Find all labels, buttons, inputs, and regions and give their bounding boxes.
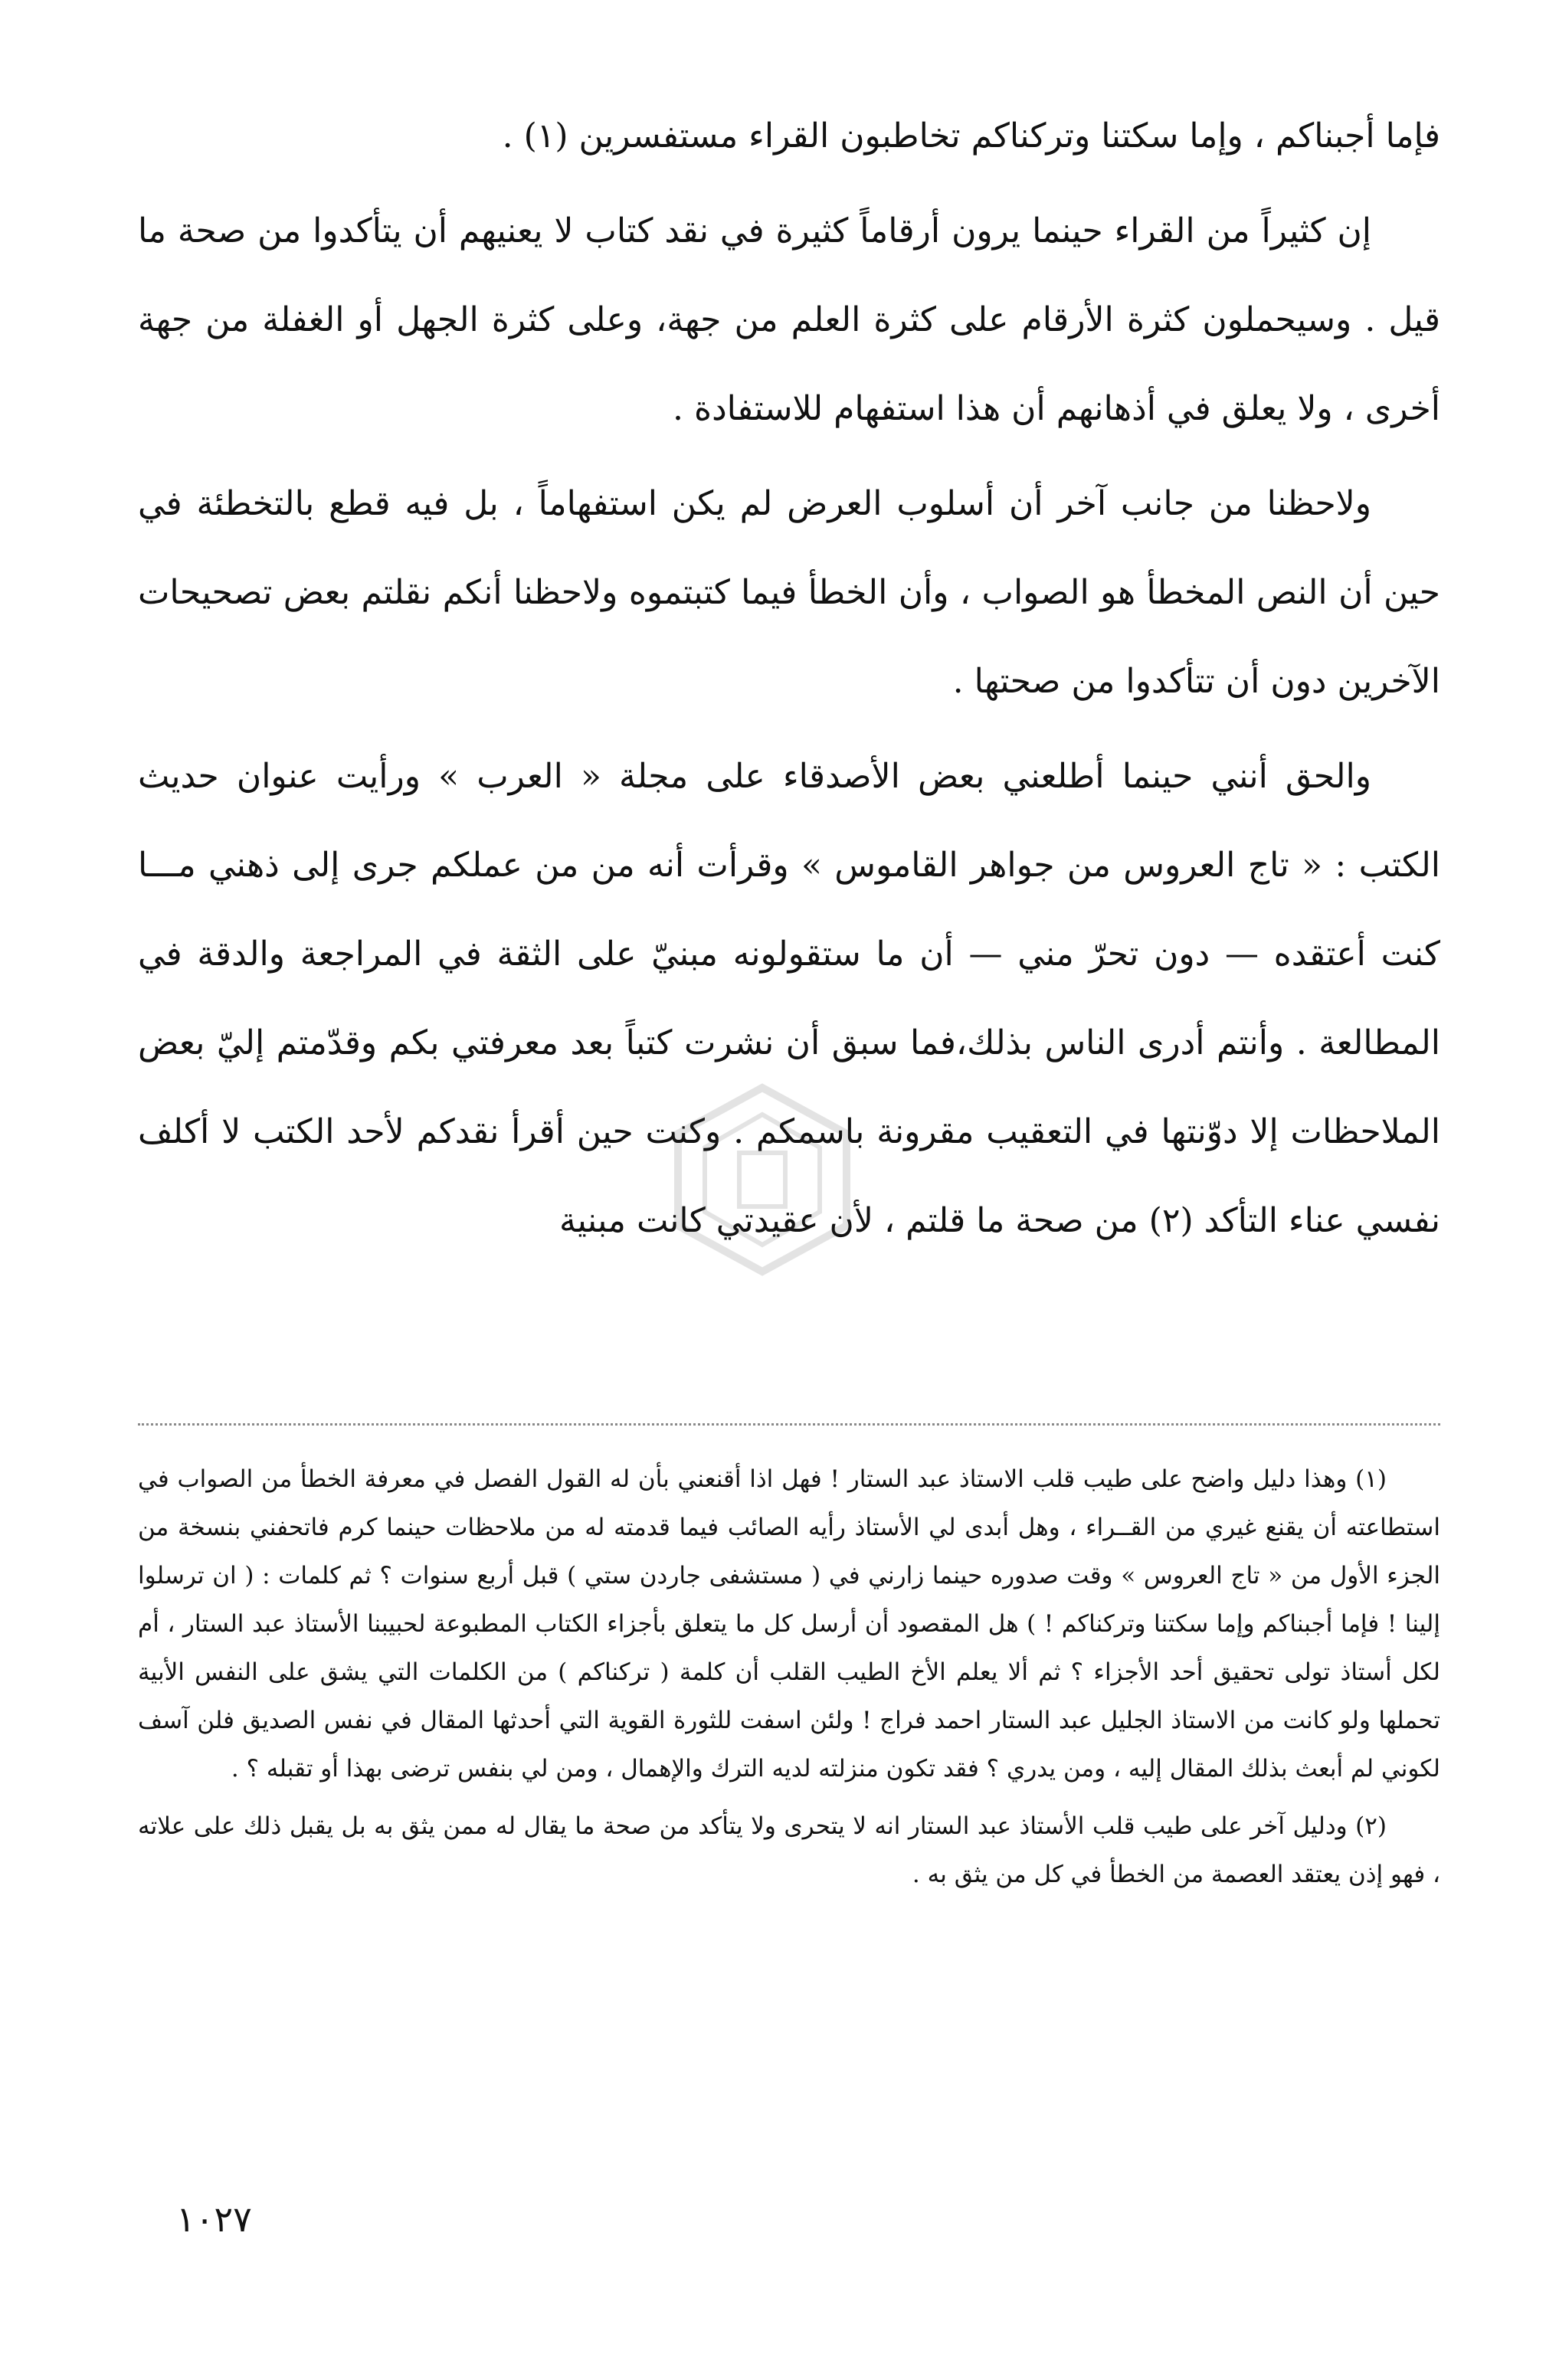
footnote-1: (١) وهذا دليل واضح على طيب قلب الاستاذ عبد الستار ! فهل اذا أقنعني بأن له القول الفصل في معرفة الخطأ من الصواب في استطاعته أن يقنع غيري من القــراء ، وهل أبدى لي الأستاذ رأيه الصائب فيما قدمته له من ملاحظات حينما كرم فاتحفني بنسخة من الجزء الأول من « تاج العروس » وقت صدوره حينما زارني في ( مستشفى جاردن ستي ) قبل أربع سنوات ؟ ثم كلمات : ( ان ترسلوا إلينا ! فإما أجبناكم وإما سكتنا وتركناكم ! ) هل المقصود أن أرسل كل ما يتعلق بأجزاء الكتاب المطبوعة لحبيبنا الأستاذ عبد الستار ، أم لكل أستاذ تولى تحقيق أحد الأجزاء ؟ ثم ألا يعلم الأخ الطيب القلب أن كلمة ( تركناكم ) من الكلمات التي يشق على النفس الأبية تحملها ولو كانت من الاستاذ الجليل عبد الستار احمد فراج ! ولئن اسفت للثورة القوية التي أحدثها المقال في نفس الصديق فلن آسف لكوني لم أبعث بذلك المقال إليه ، ومن يدري ؟ فقد تكون منزلته لديه الترك والإهمال ، ومن لي بنفس ترضى بهذا أو تقبله ؟ . [138,1465,1440,1783]
page-number: ١٠٢٧ [176,2198,252,2240]
library-stamp-watermark [667,1080,858,1279]
footnote-divider [138,1423,1440,1426]
footnotes-section [138,1455,1440,1899]
footnote-2: (٢) ودليل آخر على طيب قلب الأستاذ عبد الستار انه لا يتحرى ولا يتأكد من صحة ما يقال له ممن يثق به بل يقبل ذلك على علاته ، فهو إذن يعتقد العصمة من الخطأ في كل من يثق به . [138,1812,1440,1888]
paragraph-2: إن كثيراً من القراء حينما يرون أرقاماً كثيرة في نقد كتاب لا يعنيهم أن يتأكدوا من صحة ما قيل . وسيحملون كثرة الأرقام على كثرة العلم من جهة، وعلى كثرة الجهل أو الغفلة من جهة أخرى ، ولا يعلق في أذهانهم أن هذا استفهام للاستفادة . [138,211,1440,428]
paragraph-3: ولاحظنا من جانب آخر أن أسلوب العرض لم يكن استفهاماً ، بل فيه قطع بالتخطئة في حين أن النص المخطأ هو الصواب ، وأن الخطأ فيما كتبتموه ولاحظنا أنكم نقلتم بعض تصحيحات الآخرين دون أن تتأكدوا من صحتها . [138,484,1440,701]
paragraph-1: فإما أجبناكم ، وإما سكتنا وتركناكم تخاطبون القراء مستفسرين (١) . [502,116,1440,156]
paragraph-4: والحق أنني حينما أطلعني بعض الأصدقاء على مجلة « العرب » ورأيت عنوان حديث الكتب : « تاج العروس من جواهر القاموس » وقرأت أنه من من عملكم جرى إلى ذهني مـــا كنت أعتقده — دون تحرّ مني — أن ما ستقولونه مبنيّ على الثقة في المراجعة والدقة في المطالعة . وأنتم أدرى الناس بذلك،فما سبق أن نشرت كتباً بعد معرفتي بكم وقدّمتم إليّ بعض الملاحظات إلا دوّنتها في التعقيب مقرونة باسمكم . وكنت حين أقرأ نقدكم لأحد الكتب لا أكلف نفسي عناء التأكد (٢) من صحة ما قلتم ، لأن عقيدتي كانت مبنية [138,757,1440,1240]
